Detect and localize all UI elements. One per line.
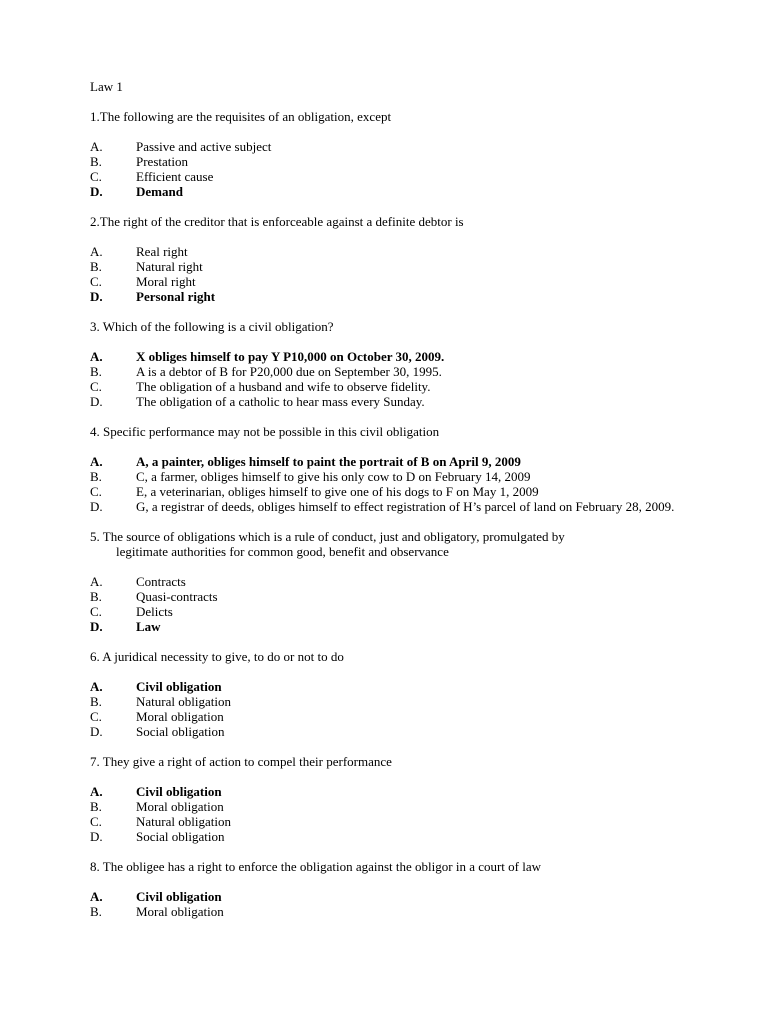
option-letter: B. xyxy=(90,589,102,604)
option-text: E, a veterinarian, obliges himself to give one of his dogs to F on May 1, 2009 xyxy=(136,484,539,499)
option-text: Moral obligation xyxy=(136,904,224,919)
option-letter: B. xyxy=(90,469,102,484)
option-text: Moral obligation xyxy=(136,709,224,724)
option-letter: A. xyxy=(90,679,103,694)
answer-option xyxy=(90,469,700,484)
answer-option xyxy=(90,274,700,289)
option-text: Natural obligation xyxy=(136,814,231,829)
option-text: Natural right xyxy=(136,259,203,274)
answer-option xyxy=(90,349,700,364)
question-4 xyxy=(90,424,700,514)
option-text: A, a painter, obliges himself to paint the portrait of B on April 9, 2009 xyxy=(136,454,521,469)
option-text: The obligation of a husband and wife to observe fidelity. xyxy=(136,379,431,394)
answer-option xyxy=(90,604,700,619)
option-text: Personal right xyxy=(136,289,216,304)
option-text: Prestation xyxy=(136,154,188,169)
question-stem-line: 8. The obligee has a right to enforce the obligation against the obligor in a court of law xyxy=(90,859,542,874)
option-letter: C. xyxy=(90,274,102,289)
answer-option xyxy=(90,364,700,379)
answer-option xyxy=(90,139,700,154)
option-text: Social obligation xyxy=(136,829,225,844)
option-letter: B. xyxy=(90,154,102,169)
option-letter: D. xyxy=(90,724,103,739)
option-text: C, a farmer, obliges himself to give his only cow to D on February 14, 2009 xyxy=(136,469,531,484)
question-6 xyxy=(90,649,700,739)
option-letter: C. xyxy=(90,604,102,619)
question-5 xyxy=(90,529,700,634)
question-stem xyxy=(90,529,700,559)
option-text: G, a registrar of deeds, obliges himself to effect registration of H’s parcel of land on February 28, 2009. xyxy=(136,499,675,514)
option-text: Contracts xyxy=(136,574,186,589)
question-stem-line: 3. Which of the following is a civil obligation? xyxy=(90,319,334,334)
question-2 xyxy=(90,214,700,304)
question-stem-line: legitimate authorities for common good, benefit and observance xyxy=(116,544,449,559)
option-letter: C. xyxy=(90,379,102,394)
answer-option xyxy=(90,394,700,409)
question-stem xyxy=(90,424,700,439)
answer-option xyxy=(90,484,700,499)
document-title: Law 1 xyxy=(90,79,123,94)
question-stem xyxy=(90,319,700,334)
option-text: Moral right xyxy=(136,274,196,289)
option-text: The obligation of a catholic to hear mass every Sunday. xyxy=(136,394,425,409)
answer-option xyxy=(90,589,700,604)
option-letter: B. xyxy=(90,364,102,379)
answer-option xyxy=(90,709,700,724)
answer-option xyxy=(90,799,700,814)
option-text: Delicts xyxy=(136,604,173,619)
answer-option xyxy=(90,574,700,589)
answer-option xyxy=(90,784,700,799)
option-text: X obliges himself to pay Y P10,000 on October 30, 2009. xyxy=(136,349,445,364)
option-letter: D. xyxy=(90,829,103,844)
answer-option xyxy=(90,259,700,274)
option-text: A is a debtor of B for P20,000 due on September 30, 1995. xyxy=(136,364,442,379)
option-letter: D. xyxy=(90,394,103,409)
question-1 xyxy=(90,109,700,199)
answer-option xyxy=(90,184,700,199)
answer-option xyxy=(90,904,700,919)
option-letter: D. xyxy=(90,184,103,199)
option-letter: A. xyxy=(90,454,103,469)
option-text: Civil obligation xyxy=(136,784,222,799)
option-text: Efficient cause xyxy=(136,169,214,184)
answer-option xyxy=(90,829,700,844)
answer-option xyxy=(90,694,700,709)
option-letter: A. xyxy=(90,574,103,589)
option-letter: C. xyxy=(90,709,102,724)
answer-option xyxy=(90,454,700,469)
option-text: Passive and active subject xyxy=(136,139,272,154)
option-letter: C. xyxy=(90,814,102,829)
question-stem xyxy=(90,754,700,769)
question-stem-line: 4. Specific performance may not be possible in this civil obligation xyxy=(90,424,440,439)
option-letter: B. xyxy=(90,904,102,919)
question-stem-line: 7. They give a right of action to compel their performance xyxy=(90,754,392,769)
answer-option xyxy=(90,244,700,259)
option-letter: A. xyxy=(90,889,103,904)
question-stem xyxy=(90,109,700,124)
answer-option xyxy=(90,724,700,739)
option-letter: A. xyxy=(90,139,103,154)
option-letter: D. xyxy=(90,619,103,634)
question-stem-line: 1.The following are the requisites of an obligation, except xyxy=(90,109,392,124)
option-letter: A. xyxy=(90,349,103,364)
question-stem-line: 6. A juridical necessity to give, to do or not to do xyxy=(90,649,344,664)
option-letter: A. xyxy=(90,784,103,799)
answer-option xyxy=(90,679,700,694)
answer-option xyxy=(90,289,700,304)
option-letter: B. xyxy=(90,259,102,274)
option-letter: A. xyxy=(90,244,103,259)
document-page xyxy=(90,79,700,934)
answer-option xyxy=(90,619,700,634)
option-text: Civil obligation xyxy=(136,889,222,904)
option-text: Law xyxy=(136,619,161,634)
answer-option xyxy=(90,889,700,904)
answer-option xyxy=(90,169,700,184)
option-letter: C. xyxy=(90,484,102,499)
answer-option xyxy=(90,154,700,169)
option-text: Civil obligation xyxy=(136,679,222,694)
option-text: Social obligation xyxy=(136,724,225,739)
question-stem xyxy=(90,649,700,664)
question-list xyxy=(90,109,700,919)
option-letter: C. xyxy=(90,169,102,184)
option-text: Moral obligation xyxy=(136,799,224,814)
option-text: Demand xyxy=(136,184,183,199)
option-letter: B. xyxy=(90,694,102,709)
option-text: Quasi-contracts xyxy=(136,589,218,604)
option-text: Real right xyxy=(136,244,188,259)
question-7 xyxy=(90,754,700,844)
question-stem xyxy=(90,214,700,229)
question-stem xyxy=(90,859,700,874)
question-stem-line: 2.The right of the creditor that is enforceable against a definite debtor is xyxy=(90,214,464,229)
answer-option xyxy=(90,379,700,394)
question-stem-line: 5. The source of obligations which is a rule of conduct, just and obligatory, promulgated by xyxy=(90,529,565,544)
question-8 xyxy=(90,859,700,919)
option-text: Natural obligation xyxy=(136,694,231,709)
option-letter: B. xyxy=(90,799,102,814)
option-letter: D. xyxy=(90,289,103,304)
question-3 xyxy=(90,319,700,409)
answer-option xyxy=(90,499,700,514)
option-letter: D. xyxy=(90,499,103,514)
answer-option xyxy=(90,814,700,829)
